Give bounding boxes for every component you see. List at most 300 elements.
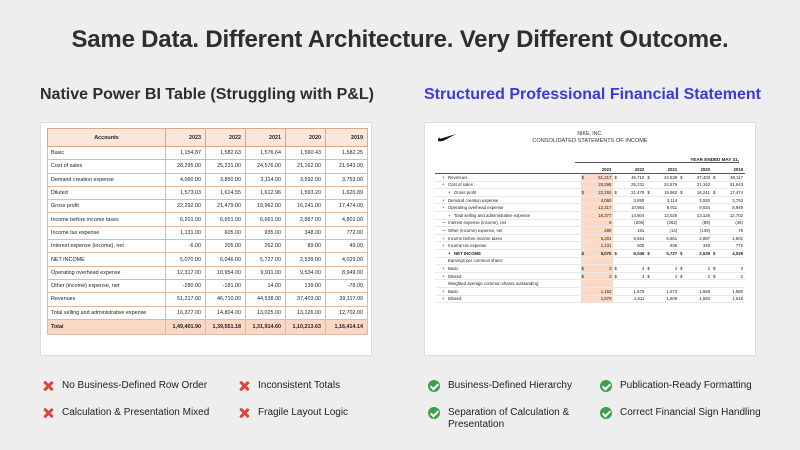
check-circle-icon	[600, 380, 612, 392]
line-item-value: 3,592	[686, 196, 712, 204]
table-row	[48, 147, 368, 160]
currency-symbol: $	[581, 272, 588, 280]
cell-value: 37,403.00	[286, 293, 326, 306]
currency-symbol	[581, 288, 588, 296]
currency-symbol	[613, 212, 620, 220]
line-item-label	[435, 257, 581, 265]
currency-symbol	[613, 295, 620, 303]
line-item-value: 4	[653, 265, 679, 273]
con-item	[238, 380, 340, 392]
line-item-label	[435, 212, 581, 220]
total-value: 1,49,401.90	[166, 319, 206, 334]
line-item-value: 21,162	[686, 181, 712, 189]
line-item-value: 14,804	[620, 212, 646, 220]
line-item-value	[653, 280, 679, 288]
cell-value: 19,962.00	[246, 200, 286, 213]
cell-value: 1,620.89	[326, 186, 368, 199]
pro-item	[600, 407, 761, 419]
pro-item	[428, 380, 572, 392]
cell-value: 12,702.00	[326, 306, 368, 319]
currency-symbol	[712, 288, 719, 296]
check-circle-icon	[428, 407, 440, 419]
statement-row	[435, 265, 745, 273]
cell-value: 44,538.00	[246, 293, 286, 306]
line-item-value: 1,573	[653, 288, 679, 296]
line-item-value: 605	[620, 242, 646, 250]
line-item-text: Interest expense (income), net	[448, 220, 507, 226]
currency-symbol	[679, 227, 686, 235]
currency-symbol	[712, 280, 719, 288]
pro-text: Correct Financial Sign Handling	[620, 407, 761, 418]
currency-symbol: $	[646, 265, 653, 273]
cell-value: 13,025.00	[246, 306, 286, 319]
currency-symbol	[712, 257, 719, 265]
line-item-label	[435, 272, 581, 280]
cell-value: -78.00	[326, 279, 368, 292]
line-item-label	[435, 219, 581, 227]
cell-value: -181.00	[206, 279, 246, 292]
currency-symbol	[613, 288, 620, 296]
expand-icon[interactable]: +	[442, 273, 445, 279]
expand-icon[interactable]: +	[448, 190, 451, 196]
cell-value: 1,576.64	[246, 147, 286, 160]
currency-symbol	[712, 181, 719, 189]
currency-symbol	[613, 196, 620, 204]
currency-symbol	[646, 219, 653, 227]
line-item-text: Income before income taxes	[448, 235, 502, 241]
power-bi-table	[47, 128, 368, 335]
year-header: 2022	[620, 166, 646, 174]
table-row	[48, 306, 368, 319]
expand-icon[interactable]: +	[442, 182, 445, 188]
income-statement-table	[435, 166, 745, 303]
cell-value: 772.00	[326, 226, 368, 239]
line-item-value: 2	[719, 272, 745, 280]
currency-symbol	[581, 295, 588, 303]
statement-row	[435, 234, 745, 242]
statement-row	[435, 196, 745, 204]
currency-symbol	[613, 181, 620, 189]
currency-symbol	[581, 204, 588, 212]
cell-value: 46,710.00	[206, 293, 246, 306]
year-ended-text: YEAR ENDED MAY 31,	[690, 157, 739, 162]
cell-value: 39,117.00	[326, 293, 368, 306]
minus-icon[interactable]: —	[442, 220, 447, 226]
row-label: Revenues	[48, 293, 166, 306]
currency-symbol: $	[581, 174, 588, 182]
column-header[interactable]: 2022	[206, 129, 246, 147]
cell-value: 6,661.00	[246, 213, 286, 226]
currency-symbol: $	[613, 250, 620, 258]
expand-icon[interactable]: +	[442, 266, 445, 272]
line-item-value	[588, 280, 614, 288]
currency-symbol: $	[712, 174, 719, 182]
year-header: 2021	[653, 166, 679, 174]
cell-value: 3,114.00	[246, 173, 286, 186]
currency-symbol: $	[679, 272, 686, 280]
currency-symbol	[613, 257, 620, 265]
financial-statement-panel	[424, 122, 756, 356]
expand-icon[interactable]: +	[448, 212, 451, 218]
line-item-value: 772	[719, 242, 745, 250]
row-label: Income tax expense	[48, 226, 166, 239]
currency-symbol	[581, 280, 588, 288]
column-header[interactable]: 2021	[246, 129, 286, 147]
row-label: Cost of sales	[48, 160, 166, 173]
line-item-text: Diluted	[448, 296, 462, 302]
currency-symbol	[646, 234, 653, 242]
expand-icon[interactable]: +	[448, 250, 451, 256]
currency-symbol	[646, 181, 653, 189]
statement-row	[435, 204, 745, 212]
cell-value: 10,954.00	[206, 266, 246, 279]
total-label: Total	[48, 319, 166, 334]
line-item-value: 12,702	[719, 212, 745, 220]
line-item-value: 4	[620, 265, 646, 273]
year-header: 2019	[719, 166, 745, 174]
line-item-text: Earnings per common share:	[448, 258, 504, 264]
cell-value: 3,753.00	[326, 173, 368, 186]
cell-value: 89.00	[286, 240, 326, 253]
table-row	[48, 293, 368, 306]
statement-row	[435, 257, 745, 265]
line-item-value: (262)	[653, 219, 679, 227]
table-row	[48, 200, 368, 213]
line-item-text: Operating overhead expense	[448, 205, 504, 211]
expand-icon[interactable]: +	[442, 205, 445, 211]
statement-row	[435, 250, 745, 258]
line-item-value: 1,592	[686, 295, 712, 303]
table-row	[48, 253, 368, 266]
line-item-value: 3,753	[719, 196, 745, 204]
line-item-label	[435, 250, 581, 258]
pro-item	[600, 380, 752, 392]
cell-value: 16,241.00	[286, 200, 326, 213]
statement-row	[435, 174, 745, 182]
line-item-value: 2	[686, 272, 712, 280]
cell-value: 205.00	[206, 240, 246, 253]
currency-symbol: $	[679, 250, 686, 258]
total-value: 1,16,414.14	[326, 319, 368, 334]
line-item-value: 6,661	[653, 234, 679, 242]
statement-row	[435, 295, 745, 303]
expand-icon[interactable]: +	[442, 235, 445, 241]
line-item-value	[719, 257, 745, 265]
line-item-text: Total selling and administrative expense	[454, 212, 530, 218]
line-item-label	[435, 227, 581, 235]
line-item-value: 28,295	[588, 181, 614, 189]
currency-symbol	[646, 212, 653, 220]
line-item-value: 1,570	[588, 295, 614, 303]
row-label: Diluted	[48, 186, 166, 199]
line-item-label	[435, 242, 581, 250]
total-value: 1,10,213.63	[286, 319, 326, 334]
statement-header	[435, 129, 745, 149]
con-item	[238, 407, 348, 419]
cell-value: 17,474.00	[326, 200, 368, 213]
con-item	[42, 380, 207, 392]
cell-value: 8,949.00	[326, 266, 368, 279]
right-heading: Structured Professional Financial Statement	[424, 86, 761, 103]
cell-value: 1,154.87	[166, 147, 206, 160]
currency-symbol: $	[646, 272, 653, 280]
currency-symbol	[712, 234, 719, 242]
table-row	[48, 226, 368, 239]
currency-symbol: $	[646, 174, 653, 182]
line-item-value: 3	[588, 265, 614, 273]
currency-symbol	[613, 227, 620, 235]
line-item-value: 280	[588, 227, 614, 235]
cell-value: 4,801.00	[326, 213, 368, 226]
power-bi-table-panel	[40, 122, 372, 356]
line-item-value: 1,131	[588, 242, 614, 250]
column-header[interactable]: 2020	[286, 129, 326, 147]
column-header[interactable]: Accounts	[48, 129, 166, 147]
cell-value: 9,534.00	[286, 266, 326, 279]
line-item-value: 5,070	[588, 250, 614, 258]
line-item-text: Basic	[448, 266, 459, 272]
line-item-value: 4,801	[719, 234, 745, 242]
line-item-text: NET INCOME	[454, 250, 481, 256]
line-item-text: Cost of sales	[448, 182, 473, 188]
cell-value: -6.00	[166, 240, 206, 253]
line-item-label	[435, 280, 581, 288]
row-label: Total selling and administrative expense	[48, 306, 166, 319]
line-item-text: Weighted average common shares outstanding:	[448, 281, 540, 287]
line-item-label	[435, 196, 581, 204]
line-item-value: 24,576	[653, 181, 679, 189]
line-item-label	[435, 265, 581, 273]
cell-value: 2,539.00	[286, 253, 326, 266]
cell-value: 935.00	[246, 226, 286, 239]
currency-symbol: $	[712, 189, 719, 197]
line-item-value: 19,962	[653, 189, 679, 197]
cell-value: 1,593.20	[286, 186, 326, 199]
line-item-value: 46,710	[620, 174, 646, 182]
cell-value: 139.00	[286, 279, 326, 292]
line-item-value: 21,479	[620, 189, 646, 197]
line-item-value: 2,887	[686, 234, 712, 242]
cell-value: -280.00	[166, 279, 206, 292]
line-item-value: 1,579	[620, 288, 646, 296]
line-item-value: 4	[620, 272, 646, 280]
cell-value: 22,292.00	[166, 200, 206, 213]
statement-title: CONSOLIDATED STATEMENTS OF INCOME	[532, 138, 648, 144]
cell-value: 348.00	[286, 226, 326, 239]
expand-icon[interactable]: +	[442, 296, 445, 302]
currency-symbol: $	[712, 265, 719, 273]
cell-value: 24,576.00	[246, 160, 286, 173]
line-item-value: 78	[719, 227, 745, 235]
company-name: NIKE, INC.	[577, 131, 603, 137]
currency-symbol	[581, 181, 588, 189]
currency-symbol	[679, 242, 686, 250]
currency-symbol	[712, 242, 719, 250]
line-item-value: 4,029	[719, 250, 745, 258]
line-item-value: 1,611	[620, 295, 646, 303]
cell-value: 21,643.00	[326, 160, 368, 173]
currency-symbol	[679, 196, 686, 204]
line-item-value	[620, 257, 646, 265]
line-item-value: 935	[653, 242, 679, 250]
currency-symbol: $	[613, 272, 620, 280]
row-label: Other (income) expense, net	[48, 279, 166, 292]
cross-icon	[238, 380, 250, 392]
cell-value: 9,911.00	[246, 266, 286, 279]
year-header-row	[435, 166, 745, 174]
line-item-text: Income tax expense	[448, 243, 487, 249]
column-header[interactable]: 2019	[326, 129, 368, 147]
year-ended-label	[435, 157, 745, 166]
line-item-value: 13,126	[686, 212, 712, 220]
line-item-value	[686, 257, 712, 265]
line-item-text: Basic	[448, 288, 459, 294]
currency-symbol	[679, 288, 686, 296]
line-item-value: 1,559	[686, 288, 712, 296]
currency-symbol	[646, 196, 653, 204]
cell-value: 1,131.00	[166, 226, 206, 239]
cell-value: 3,592.00	[286, 173, 326, 186]
con-text: No Business-Defined Row Order	[62, 380, 208, 391]
currency-symbol	[581, 242, 588, 250]
line-item-value: 1,618	[719, 295, 745, 303]
line-item-value: 3	[588, 272, 614, 280]
line-item-label	[435, 295, 581, 303]
statement-row	[435, 219, 745, 227]
currency-symbol	[581, 234, 588, 242]
table-row	[48, 173, 368, 186]
expand-icon[interactable]: +	[442, 243, 445, 249]
line-item-value: 4	[653, 272, 679, 280]
cell-value: 16,377.00	[166, 306, 206, 319]
line-item-value: (139)	[686, 227, 712, 235]
line-item-value: 16,241	[686, 189, 712, 197]
currency-symbol: $	[613, 174, 620, 182]
cell-value: 21,162.00	[286, 160, 326, 173]
cell-value: 1,582.63	[206, 147, 246, 160]
currency-symbol	[646, 288, 653, 296]
statement-row	[435, 212, 745, 220]
currency-symbol	[613, 219, 620, 227]
currency-symbol	[679, 295, 686, 303]
line-item-value: 17,474	[719, 189, 745, 197]
cell-value: 6,201.00	[166, 213, 206, 226]
statement-row	[435, 288, 745, 296]
line-item-text: Demand creation expense	[448, 197, 499, 203]
statement-row	[435, 227, 745, 235]
line-item-value: 22,292	[588, 189, 614, 197]
line-item-value: 16,377	[588, 212, 614, 220]
currency-symbol	[679, 219, 686, 227]
table-row	[48, 160, 368, 173]
currency-symbol	[646, 280, 653, 288]
line-item-text: Revenues	[448, 174, 468, 180]
currency-symbol	[712, 204, 719, 212]
cell-value: 1,614.55	[206, 186, 246, 199]
line-item-value: 1,580	[719, 288, 745, 296]
line-item-label	[435, 189, 581, 197]
cell-value: 28,295.00	[166, 160, 206, 173]
line-item-value: (49)	[719, 219, 745, 227]
statement-row	[435, 272, 745, 280]
line-item-value	[686, 280, 712, 288]
line-item-value: 348	[686, 242, 712, 250]
table-row	[48, 240, 368, 253]
currency-symbol: $	[646, 189, 653, 197]
cell-value: 21,479.00	[206, 200, 246, 213]
currency-symbol	[679, 181, 686, 189]
con-item	[42, 407, 209, 419]
currency-symbol	[679, 234, 686, 242]
currency-symbol	[679, 257, 686, 265]
currency-symbol	[712, 196, 719, 204]
cell-value: 14.00	[246, 279, 286, 292]
currency-symbol	[581, 196, 588, 204]
currency-symbol	[646, 242, 653, 250]
currency-symbol: $	[613, 189, 620, 197]
line-item-value: 4,060	[588, 196, 614, 204]
cell-value: 605.00	[206, 226, 246, 239]
statement-row	[435, 242, 745, 250]
cell-value: 1,582.25	[326, 147, 368, 160]
row-label: Operating overhead expense	[48, 266, 166, 279]
currency-symbol	[679, 204, 686, 212]
line-item-value: 9,534	[686, 204, 712, 212]
expand-icon[interactable]: +	[442, 197, 445, 203]
currency-symbol	[581, 219, 588, 227]
cell-value: 4,029.00	[326, 253, 368, 266]
currency-symbol: $	[679, 174, 686, 182]
expand-icon[interactable]: +	[442, 174, 445, 180]
currency-symbol: $	[646, 250, 653, 258]
line-item-value	[719, 280, 745, 288]
line-item-label	[435, 204, 581, 212]
column-header[interactable]: 2023	[166, 129, 206, 147]
cross-icon	[238, 407, 250, 419]
cell-value: 1,573.03	[166, 186, 206, 199]
line-item-label	[435, 288, 581, 296]
currency-symbol	[581, 257, 588, 265]
currency-symbol: $	[581, 265, 588, 273]
year-header: 2023	[588, 166, 614, 174]
cell-value: 1,612.96	[246, 186, 286, 199]
cell-value: 13,126.00	[286, 306, 326, 319]
page-title: Same Data. Different Architecture. Very Different Outcome.	[71, 26, 729, 53]
minus-icon[interactable]: —	[442, 228, 447, 234]
line-item-value	[653, 257, 679, 265]
currency-symbol: $	[581, 189, 588, 197]
cell-value: 4,060.00	[166, 173, 206, 186]
line-item-value: 6	[588, 219, 614, 227]
line-item-value: 5,727	[653, 250, 679, 258]
row-label: NET INCOME	[48, 253, 166, 266]
cell-value: 262.00	[246, 240, 286, 253]
line-item-value: 181	[620, 227, 646, 235]
total-value: 1,31,914.60	[246, 319, 286, 334]
cross-icon	[42, 380, 54, 392]
pro-text: Separation of Calculation & Presentation	[448, 407, 570, 430]
line-item-value: 13,025	[653, 212, 679, 220]
line-item-value: 1,152	[588, 288, 614, 296]
cell-value: 1,560.43	[286, 147, 326, 160]
line-item-value: 6,651	[620, 234, 646, 242]
check-circle-icon	[600, 407, 612, 419]
line-item-value: 25,231	[620, 181, 646, 189]
expand-icon[interactable]: +	[442, 288, 445, 294]
line-item-value: 6,201	[588, 234, 614, 242]
cell-value: 25,231.00	[206, 160, 246, 173]
line-item-value: 8,949	[719, 204, 745, 212]
